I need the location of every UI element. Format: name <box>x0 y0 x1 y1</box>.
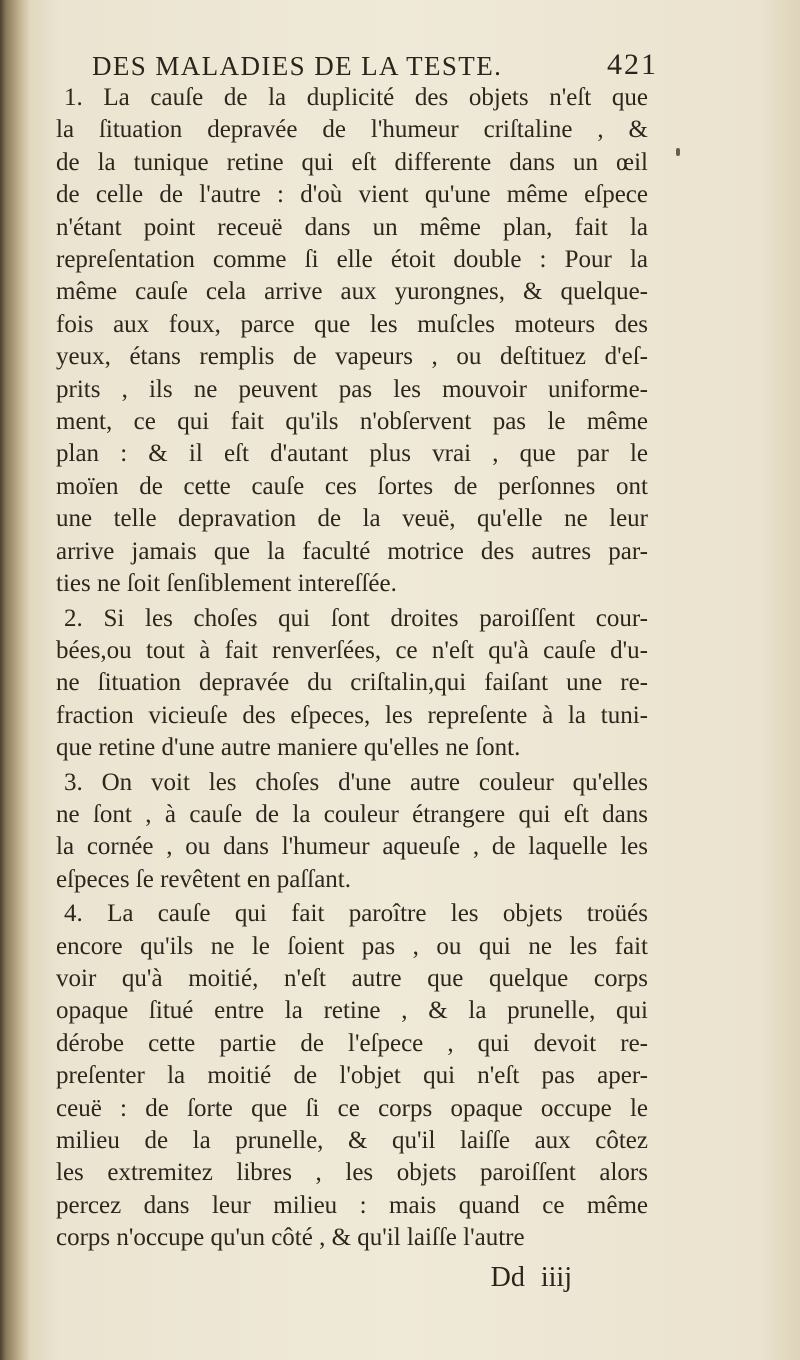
text-line: dérobe cette partie de l'eſpece , qui devoit re- <box>56 1029 648 1057</box>
book-gutter-shadow <box>0 0 30 1360</box>
ink-speck <box>676 148 680 156</box>
text-line: de celle de l'autre : d'où vient qu'une même eſpece <box>56 181 648 209</box>
text-line: milieu de la prunelle, & qu'il laiſſe aux côtez <box>56 1127 648 1154</box>
signature-mark <box>452 1262 572 1294</box>
text-line: la ſituation depravée de l'humeur criſtaline , & <box>56 116 648 144</box>
text-line: bées,ou tout à fait renverſées, ce n'eſt qu'à cauſe d'u- <box>56 636 648 664</box>
text-line: preſenter la moitié de l'objet qui n'eſt pas aper- <box>56 1062 648 1090</box>
page-number: 421 <box>607 48 658 81</box>
text-line: la cornée , ou dans l'humeur aqueuſe , de laquelle les <box>56 833 648 861</box>
signature-letters: Dd <box>490 1262 525 1293</box>
text-line: voir qu'à moitié, n'eſt autre que quelque corps <box>56 964 648 992</box>
text-line: repreſentation comme ſi elle étoit double : Pour la <box>56 246 648 274</box>
body-text <box>56 82 648 1255</box>
page-header <box>92 38 658 82</box>
text-line: moïen de cette cauſe ces ſortes de perſonnes ont <box>56 472 648 500</box>
paragraph-1 <box>56 82 648 601</box>
text-line: fois aux foux, parce que les muſcles moteurs des <box>56 310 648 338</box>
text-line: de la tunique retine qui eſt differente dans un œil <box>56 148 648 176</box>
paragraph-4 <box>56 898 648 1254</box>
text-line: prits , ils ne peuvent pas les mouvoir uniforme- <box>56 375 648 403</box>
text-line: ceuë : de ſorte que ſi ce corps opaque occupe le <box>56 1094 648 1122</box>
text-line: corps n'occupe qu'un côté , & qu'il laiſſe l'autre <box>56 1224 525 1252</box>
text-line: 3. On voit les choſes d'une autre couleur qu'elles <box>64 768 648 796</box>
text-line: ne ſont , à cauſe de la couleur étrangere qui eſt dans <box>56 800 648 828</box>
text-line: ties ne ſoit ſenſiblement intereſſée. <box>56 570 397 598</box>
text-line: les extremitez libres , les objets paroiſſent alors <box>56 1159 648 1187</box>
text-line: 2. Si les choſes qui ſont droites paroiſſent cour- <box>64 604 648 632</box>
text-line: 1. La cauſe de la duplicité des objets n'eſt que <box>64 84 648 111</box>
text-line: arrive jamais que la faculté motrice des autres par- <box>56 537 648 565</box>
text-line: une telle depravation de la veuë, qu'elle ne leur <box>56 505 648 533</box>
text-line: n'étant point receuë dans un même plan, fait la <box>56 213 648 241</box>
paragraph-2 <box>56 603 648 765</box>
text-line: plan : & il eſt d'autant plus vrai , que par le <box>56 440 648 468</box>
text-line: que retine d'une autre maniere qu'elles ne ſont. <box>56 734 521 762</box>
text-line: ment, ce qui fait qu'ils n'obſervent pas le même <box>56 408 648 436</box>
text-line: même cauſe cela arrive aux yurongnes, & quelque- <box>56 278 648 306</box>
text-line: percez dans leur milieu : mais quand ce même <box>56 1191 648 1219</box>
text-line: 4. La cauſe qui fait paroître les objets troüés <box>64 900 648 928</box>
text-line: eſpeces ſe revêtent en paſſant. <box>56 865 351 893</box>
paragraph-3 <box>56 767 648 897</box>
text-line: encore qu'ils ne le ſoient pas , ou qui ne les fait <box>56 932 648 960</box>
text-line: yeux, étans remplis de vapeurs , ou deſtituez d'eſ- <box>56 343 648 371</box>
text-line: opaque ſitué entre la retine , & la prunelle, qui <box>56 997 648 1025</box>
signature-folio: iiij <box>540 1262 572 1293</box>
text-line: ne ſituation depravée du criſtalin,qui faiſant une re- <box>56 669 648 697</box>
running-head: DES MALADIES DE LA TESTE. <box>92 51 503 81</box>
text-line: fraction vicieuſe des eſpeces, les repreſente à la tuni- <box>56 701 648 729</box>
